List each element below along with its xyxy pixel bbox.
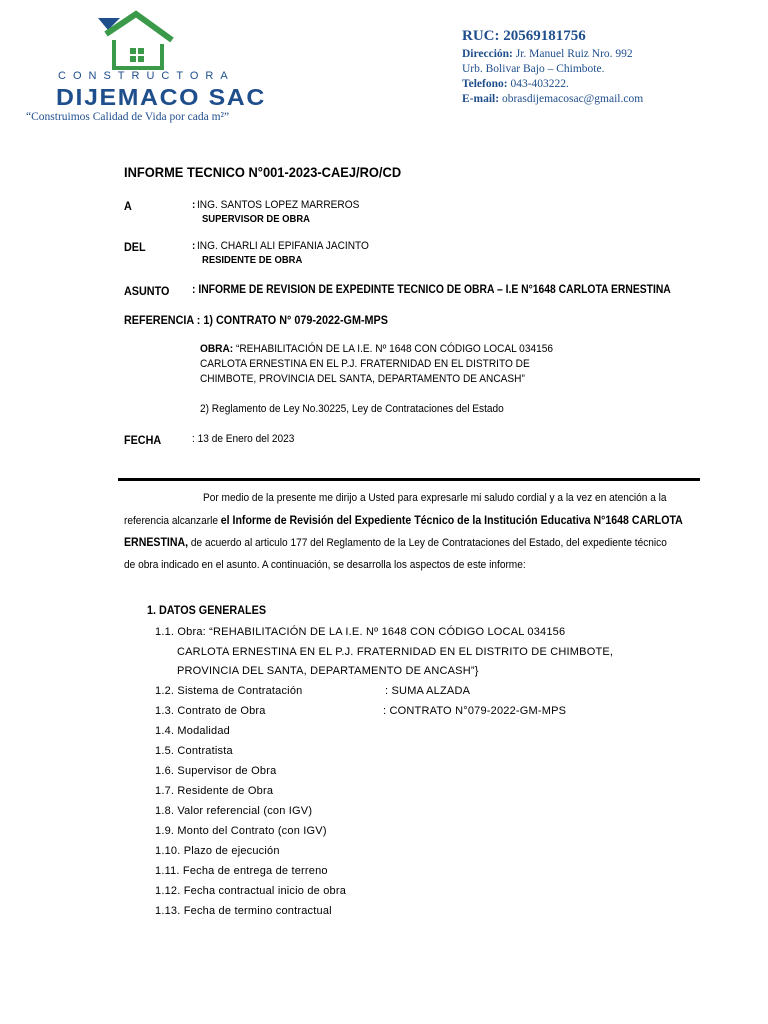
obra-label: OBRA: — [200, 343, 234, 355]
ruc: RUC: 20569181756 — [462, 28, 586, 44]
paragraph-line-1: Por medio de la presente me dirijo a Usted para expresarle mi saludo cordial y a la vez en atención a la — [203, 492, 667, 504]
divider — [118, 478, 700, 481]
asunto-label: ASUNTO — [124, 284, 170, 298]
email-link[interactable]: obrasdijemacosac@gmail.com — [499, 93, 644, 105]
a-colon: : — [192, 199, 196, 211]
email-label: E-mail: — [462, 93, 500, 105]
section-heading: 1. DATOS GENERALES — [147, 603, 267, 617]
datos-item-label: 1.3. Contrato de Obra — [155, 705, 266, 717]
datos-item-label: 1.13. Fecha de termino contractual — [155, 905, 332, 917]
paragraph-line-3-bold: ERNESTINA, — [124, 537, 189, 549]
telefono-label: Telefono: — [462, 78, 508, 90]
datos-item-label: 1.9. Monto del Contrato (con IGV) — [155, 825, 327, 837]
direccion-label: Dirección: — [462, 48, 513, 60]
datos-item-label: 1.10. Plazo de ejecución — [155, 845, 280, 857]
fecha-label: FECHA — [124, 433, 162, 447]
fecha-value: : 13 de Enero del 2023 — [192, 433, 295, 445]
obra-item-line-2: CARLOTA ERNESTINA EN EL P.J. FRATERNIDAD EN EL DISTRITO DE CHIMBOTE, — [177, 646, 614, 658]
report-title: INFORME TECNICO N°001-2023-CAEJ/RO/CD — [124, 164, 402, 180]
logo-subtitle: CONSTRUCTORA — [58, 70, 235, 82]
obra-text-1: “REHABILITACIÓN DE LA I.E. Nº 1648 CON CÓDIGO LOCAL 034156 — [233, 343, 553, 355]
datos-item-label: 1.4. Modalidad — [155, 725, 230, 737]
slogan: “Construimos Calidad de Vida por cada m²” — [26, 111, 230, 123]
datos-item-label: 1.6. Supervisor de Obra — [155, 765, 277, 777]
reference-2: 2) Reglamento de Ley No.30225, Ley de Contrataciones del Estado — [200, 403, 504, 415]
obra-line-3: CHIMBOTE, PROVINCIA DEL SANTA, DEPARTAMENTO DE ANCASH” — [200, 373, 525, 385]
obra-line-2: CARLOTA ERNESTINA EN EL P.J. FRATERNIDAD EN EL DISTRITO DE — [200, 358, 530, 370]
paragraph-line-4: de obra indicado en el asunto. A continuación, se desarrolla los aspectos de este informe: — [124, 559, 526, 571]
paragraph-line-2 — [124, 515, 683, 527]
asunto-value: : INFORME DE REVISION DE EXPEDINTE TECNICO DE OBRA – I.E N°1648 CARLOTA ERNESTINA — [192, 284, 671, 296]
company-name: DIJEMACO SAC — [56, 84, 266, 110]
del-colon: : — [192, 240, 196, 252]
del-role: RESIDENTE DE OBRA — [202, 254, 303, 266]
telefono-value: 043-403222. — [507, 78, 569, 90]
datos-item-label: 1.11. Fecha de entrega de terreno — [155, 865, 328, 877]
datos-item-value: : CONTRATO N°079-2022-GM-MPS — [383, 705, 567, 717]
paragraph-line-3-normal: de acuerdo al articulo 177 del Reglamento de la Ley de Contrataciones del Estado, del expediente técnico — [188, 537, 667, 549]
obra-item-line-1: 1.1. Obra: “REHABILITACIÓN DE LA I.E. Nº 1648 CON CÓDIGO LOCAL 034156 — [155, 626, 566, 638]
a-label: A — [124, 199, 132, 213]
datos-item-label: 1.2. Sistema de Contratación — [155, 685, 303, 697]
a-role: SUPERVISOR DE OBRA — [202, 213, 310, 225]
datos-item-label: 1.7. Residente de Obra — [155, 785, 274, 797]
obra-line-1 — [200, 343, 553, 355]
datos-item-label: 1.5. Contratista — [155, 745, 233, 757]
a-value: ING. SANTOS LOPEZ MARREROS — [197, 199, 360, 211]
direccion-value: Jr. Manuel Ruiz Nro. 992 — [512, 48, 633, 60]
contact-block — [462, 28, 643, 107]
direccion-line2: Urb. Bolivar Bajo – Chimbote. — [462, 63, 605, 75]
obra-item-line-3: PROVINCIA DEL SANTA, DEPARTAMENTO DE ANCASH”} — [177, 665, 479, 677]
house-logo-icon — [90, 10, 180, 72]
datos-item-value: : SUMA ALZADA — [385, 685, 471, 697]
paragraph-line-2-bold: el Informe de Revisión del Expediente Técnico de la Institución Educativa N°1648 CARLOTA — [220, 515, 683, 527]
datos-item-label: 1.8. Valor referencial (con IGV) — [155, 805, 313, 817]
del-label: DEL — [124, 240, 146, 254]
paragraph-line-3 — [124, 537, 667, 549]
del-value: ING. CHARLI ALI EPIFANIA JACINTO — [197, 240, 369, 252]
paragraph-line-2-normal: referencia alcanzarle — [124, 515, 221, 527]
datos-item-label: 1.12. Fecha contractual inicio de obra — [155, 885, 347, 897]
referencia-label: REFERENCIA : 1) CONTRATO N° 079-2022-GM-MPS — [124, 313, 388, 327]
